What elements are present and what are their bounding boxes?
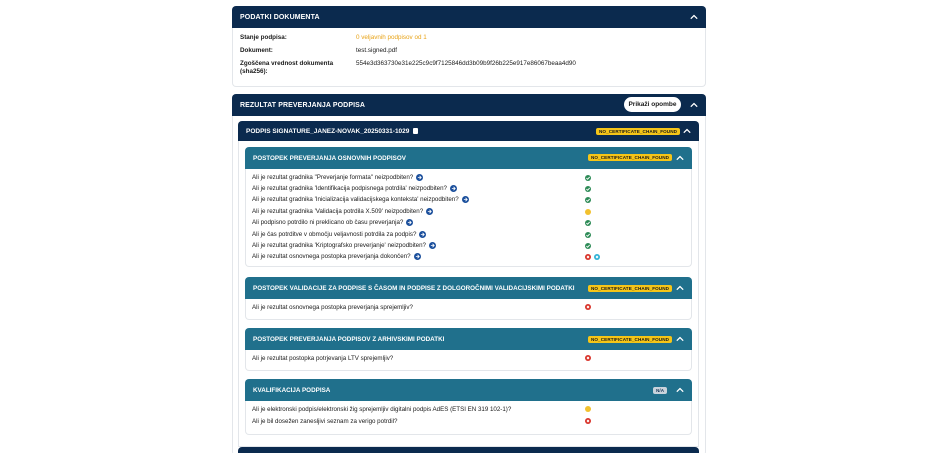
arrow-right-icon[interactable] [450,185,457,192]
check-row: Ali podpisno potrdilo ni preklicano ob času preverjanja? [252,219,413,226]
hash-label: Zgoščena vrednost dokumenta (sha256): [240,60,334,75]
section-status-badge: NO_CERTIFICATE_CHAIN_FOUND [588,285,672,292]
section-qualification-header[interactable] [245,379,692,401]
section-status-badge: NO_CERTIFICATE_CHAIN_FOUND [588,336,672,343]
check-ok-icon [585,186,591,192]
section-status-badge: NO_CERTIFICATE_CHAIN_FOUND [588,154,672,161]
section-title: POSTOPEK PREVERJANJA PODPISOV Z ARHIVSKIMI PODATKI [253,335,445,343]
arrow-right-icon[interactable] [406,219,413,226]
show-notes-button[interactable]: Prikaži opombe [624,97,681,112]
signature-title: PODPIS SIGNATURE_JANEZ-NOVAK_20250331-1029 [246,127,410,135]
check-row: Ali je rezultat gradnika 'Inicializacija validacijskega konteksta' neizpodbiten? [252,196,469,203]
next-panel-header[interactable] [238,447,699,453]
check-ok-icon [585,197,591,203]
chevron-up-icon[interactable] [676,337,684,345]
hash-value: 554e3d363730e31e225c9c9f7125846dd3b09b9f26b225e917e86067beaa4d90 [356,60,576,67]
chevron-up-icon[interactable] [690,103,698,111]
copy-icon[interactable] [413,128,418,134]
check-row: Ali je rezultat gradnika "Preverjanje formata" neizpodbiten? [252,174,423,181]
section-title: KVALIFIKACIJA PODPISA [253,386,331,394]
check-ok-icon [585,220,591,226]
check-row: Ali je čas potrditve v območju veljavnosti potrdila za podpis? [252,231,426,238]
check-row: Ali je rezultat osnovnega postopka preverjanja sprejemljiv? [252,304,413,311]
chevron-up-icon[interactable] [676,286,684,294]
arrow-right-icon[interactable] [416,174,423,181]
warning-icon [585,406,591,412]
check-ok-icon [585,175,591,181]
section-title: POSTOPEK PREVERJANJA OSNOVNIH PODPISOV [253,154,406,162]
document-panel-body [232,28,706,87]
arrow-right-icon[interactable] [426,208,433,215]
error-icon [585,254,591,260]
error-icon [585,418,591,424]
section-status-badge: N/A [653,387,667,394]
chevron-up-icon[interactable] [690,15,698,23]
info-icon[interactable] [594,254,600,260]
signature-status-badge: NO_CERTIFICATE_CHAIN_FOUND [596,128,680,135]
check-ok-icon [585,243,591,249]
chevron-up-icon[interactable] [683,129,691,137]
result-panel-title: REZULTAT PREVERJANJA PODPISA [240,101,366,109]
check-row: Ali je rezultat gradnika 'Identifikacija podpisnega potrdila' neizpodbiten? [252,185,457,192]
signature-state-value: 0 veljavnih podpisov od 1 [356,34,427,41]
document-label: Dokument: [240,47,273,54]
check-row: Ali je rezultat gradnika 'Kriptografsko preverjanje' neizpodbiten? [252,242,436,249]
arrow-right-icon[interactable] [462,196,469,203]
check-row: Ali je rezultat gradnika 'Validacija potrdila X.509' neizpodbiten? [252,208,433,215]
error-icon [585,355,591,361]
arrow-right-icon[interactable] [414,253,421,260]
check-row: Ali je bil dosežen zanesljivi seznam za verigo potrdil? [252,418,398,425]
document-value: test.signed.pdf [356,47,397,54]
check-row: Ali je rezultat postopka potrjevanja LTV sprejemljiv? [252,355,394,362]
signature-state-label: Stanje podpisa: [240,34,287,41]
check-row: Ali je elektronski podpis/elektronski žig sprejemljiv digitalni podpis AdES (ETSI EN 319 102-1)? [252,406,512,413]
arrow-right-icon[interactable] [419,231,426,238]
section-title: POSTOPEK VALIDACIJE ZA PODPISE S ČASOM IN PODPISE Z DOLGOROČNIMI VALIDACIJSKIMI PODATKI [253,284,575,292]
check-row: Ali je rezultat osnovnega postopka preverjanja dokončen? [252,253,421,260]
chevron-up-icon[interactable] [676,388,684,396]
arrow-right-icon[interactable] [429,242,436,249]
document-panel-header[interactable] [232,6,706,28]
error-icon [585,304,591,310]
check-ok-icon [585,232,591,238]
document-panel-title: PODATKI DOKUMENTA [240,13,320,21]
chevron-up-icon[interactable] [676,156,684,164]
warning-icon [585,209,591,215]
